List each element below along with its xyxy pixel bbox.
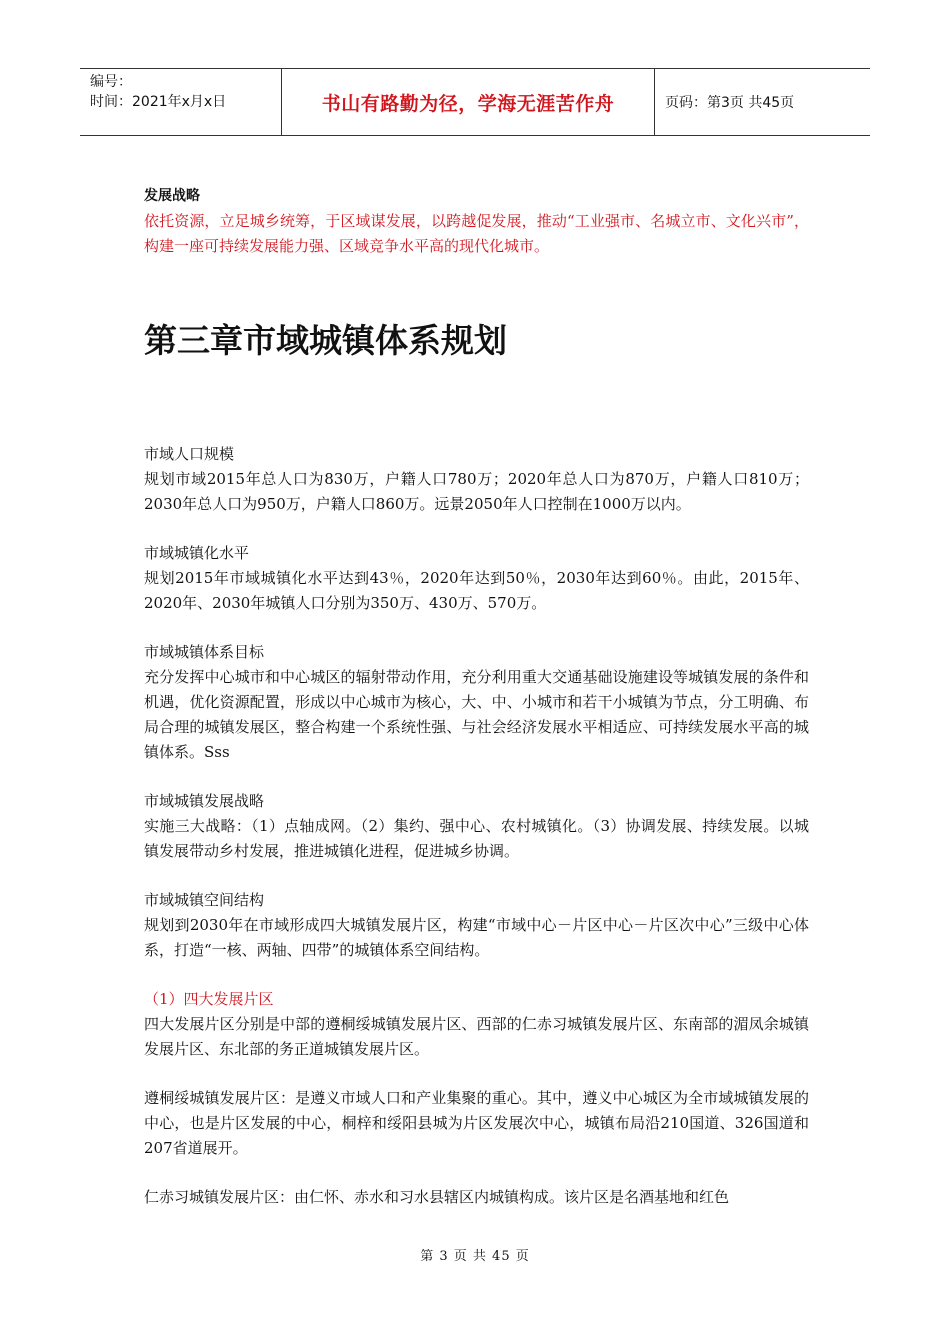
strategy-heading: 发展战略 bbox=[144, 188, 200, 204]
section-title: 市域城镇体系目标 bbox=[144, 643, 265, 661]
section-text: 充分发挥中心城市和中心城区的辐射带动作用，充分利用重大交通基础设施建设等城镇发展的条件和机遇，优化资源配置，形成以中心城市为核心，大、中、小城市和若干小城镇为节点，分工明确、布局合理的城镇发展区，整合构建一个系统性强、与社会经济发展水平相适应、可持续发展水平高的城镇体系。Sss bbox=[144, 668, 809, 761]
section-text: 规划2015年市域城镇化水平达到43％，2020年达到50％，2030年达到60％。由此，2015年、2020年、2030年城镇人口分别为350万、430万、570万。 bbox=[144, 569, 809, 612]
header-motto: 书山有路勤为径，学海无涯苦作舟 bbox=[282, 69, 655, 135]
number-label: 编号： bbox=[90, 74, 132, 90]
section-text: 四大发展片区分别是中部的遵桐绥城镇发展片区、西部的仁赤习城镇发展片区、东南部的湄凤余城镇发展片区、东北部的务正道城镇发展片区。 bbox=[144, 1015, 809, 1058]
page-header bbox=[80, 68, 870, 136]
section-text: 规划市域2015年总人口为830万，户籍人口780万；2020年总人口为870万，户籍人口810万；2030年总人口为950万，户籍人口860万。远景2050年人口控制在1000万以内。 bbox=[144, 470, 809, 513]
page-footer: 第 3 页 共 45 页 bbox=[420, 1249, 530, 1264]
section-title: 市域城镇空间结构 bbox=[144, 891, 265, 909]
header-page-info: 页码：第3页 共45页 bbox=[665, 95, 795, 111]
sections bbox=[144, 442, 809, 1210]
section-text: 遵桐绥城镇发展片区：是遵义市域人口和产业集聚的重心。其中，遵义中心城区为全市域城镇发展的中心，也是片区发展的中心，桐梓和绥阳县城为片区发展次中心，城镇布局沿210国道、326国道和207省道展开。 bbox=[144, 1089, 809, 1157]
section-text: 实施三大战略：（1）点轴成网。（2）集约、强中心、农村城镇化。（3）协调发展、持续发展。以城镇发展带动乡村发展，推进城镇化进程，促进城乡协调。 bbox=[144, 817, 809, 860]
header-meta bbox=[80, 69, 282, 135]
section-title: 市域城镇化水平 bbox=[144, 544, 250, 562]
chapter-title: 第三章市域城镇体系规划 bbox=[144, 321, 507, 360]
section-text: 规划到2030年在市域形成四大城镇发展片区，构建“市域中心－片区中心－片区次中心”三级中心体系，打造“一核、两轴、四带”的城镇体系空间结构。 bbox=[144, 916, 809, 959]
document-body bbox=[144, 184, 809, 1206]
subsection-title: （1）四大发展片区 bbox=[144, 990, 274, 1008]
section-text: 仁赤习城镇发展片区：由仁怀、赤水和习水县辖区内城镇构成。该片区是名酒基地和红色 bbox=[144, 1188, 730, 1206]
section-title: 市域人口规模 bbox=[144, 445, 235, 463]
section-title: 市域城镇发展战略 bbox=[144, 792, 265, 810]
strategy-text: 依托资源，立足城乡统筹，于区域谋发展，以跨越促发展，推动“工业强市、名城立市、文化兴市”，构建一座可持续发展能力强、区域竞争水平高的现代化城市。 bbox=[144, 212, 809, 255]
time-label: 时间：2021年x月x日 bbox=[90, 94, 227, 110]
